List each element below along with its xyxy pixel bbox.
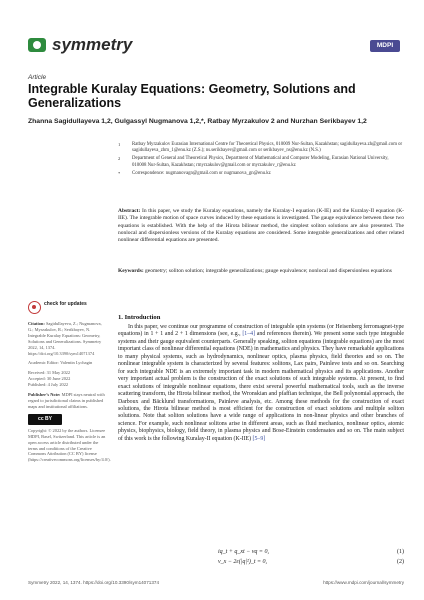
equation-number: (2) bbox=[397, 558, 404, 565]
cc-by-license-icon[interactable]: cc BY bbox=[28, 414, 62, 425]
intro-text: and references therein). We present some such type integrable systems and their gauge equivalent counterparts. Generally speaking, soliton equations (integrable equations) are the most important class of nonlinear differential equations (NDE) in mathematics and physics. They have remarkable applications to many physical systems, such as hydrodynamics, nonlinear optics, plasma physics, field theories and so on. The nonlinear integrable system is characterized by several features: solitons, Lax pairs, Painleve tests and so on. Searching for such integrable NDE is an extremely important task in modern mathematical physics and its applications. Another very important actual problem is the construction of the exact solutions of such integrable systems. At present, to find exact solutions of integrable nonlinear equations, there exist several powerful mathematical tools, such as the inverse scattering transform, the Hirota bilinear method, the Wronskian and pfaffian technique, the Bell polynomial approach, the Darboux and Bäcklund transformations, Painleve analysis, etc. Among these methods for the construction of exact solutions, the Hirota bilinear method is most efficient for the construction of exact solutions and multiple soliton solutions. Note that soliton solutions have a wide range of applications in non-linear physics and other branches of science. For example, such nonlinear solitons arise in different areas, such as fluid mechanics, nonlinear optics, atomic physics, biophysics, biology, field theory, in plasma physics and Bose-Einstein condensates and so on. The main subject of this work is the following Kuralay-II equation (K-IIE) bbox=[118, 331, 404, 442]
affiliation-text: Ratbay Myrzakulov Eurasian International Centre for Theoretical Physics, 010009 Nur-Sultan, Kazakhstan; sagidullayeva.zh@gmail.com or sagidullayeva_zhm_1@enu.kz (Z.S.); ns.serikbayev@gmail.com or serikbayev_ns@enu.kz (N.S.) bbox=[132, 142, 403, 154]
equation-number: (1) bbox=[397, 549, 404, 555]
affiliation-text: Department of General and Theoretical Physics, Department of Mathematical and Computer Modeling, Eurasian National University, 010008 Nur-Sultan, Kazakhstan; rmyrzakulov@gmail.com or myrzakulov_r@enu.kz bbox=[132, 156, 389, 168]
footer-journal-url[interactable]: https://www.mdpi.com/journal/symmetry bbox=[323, 580, 404, 585]
citation-text[interactable]: Sagidullayeva, Z.; Nugmanova, G.; Myrzakulov, R.; Serikbayev, N. Integrable Kuralay Equations: Geometry, Solutions and Generalizations. Symmetry 2022, 14, 1374. https://doi.org/10.3390/sym14071374 bbox=[28, 321, 102, 356]
affiliation-mark: * bbox=[118, 170, 121, 176]
affiliation-item bbox=[118, 156, 404, 169]
equation-body: v_x − 2ε(|q|²)_t = 0, bbox=[218, 558, 268, 565]
equations bbox=[118, 548, 404, 567]
publisher-logo[interactable]: MDPI bbox=[370, 40, 400, 52]
published-date: Published: 4 July 2022 bbox=[28, 382, 69, 388]
citation-label: Citation: bbox=[28, 321, 45, 326]
article-title: Integrable Kuralay Equations: Geometry, Solutions and Generalizations bbox=[28, 82, 356, 110]
equation-row bbox=[118, 558, 404, 568]
affiliation-mark: 2 bbox=[118, 156, 121, 162]
page-footer bbox=[28, 580, 404, 588]
abstract-text: In this paper, we study the Kuralay equations, namely the Kuralay-I equation (K-IE) and the Kuralay-II equation (K-IIE). The integrable motion of space curves induced by these equations is investigated. The gauge equivalence between these two equations is established. With the help of the Hirota bilinear method, the simplest soliton solutions are also presented. The nonlocal and dispersionless versions of the Kuralay equations are considered. Some integrable generalizations and other related nonlinear differential equations are presented. bbox=[118, 208, 404, 244]
abstract-label: Abstract: bbox=[118, 208, 141, 214]
page-header bbox=[28, 34, 400, 58]
accepted-date: Accepted: 30 June 2022 bbox=[28, 376, 71, 382]
affiliation-item bbox=[118, 171, 404, 177]
keywords-text: geometry; soliton solution; integrable generalizations; gauge equivalence; nonlocal and dispersionless equations bbox=[145, 268, 392, 274]
affiliation-item bbox=[118, 142, 404, 155]
article-sidebar bbox=[28, 300, 111, 467]
received-date: Received: 31 May 2022 bbox=[28, 370, 71, 376]
abstract bbox=[118, 208, 404, 244]
citation-block bbox=[28, 321, 108, 356]
footer-citation[interactable]: Symmetry 2022, 14, 1374. https://doi.org/10.3390/sym14071374 bbox=[28, 580, 160, 585]
introduction-paragraph bbox=[118, 324, 404, 443]
author-list[interactable]: Zhanna Sagidullayeva 1,2, Gulgassyl Nugmanova 1,2,*, Ratbay Myrzakulov 2 and Nurzhan Serikbayev 1,2 bbox=[28, 118, 367, 125]
citation-link[interactable]: [1–4] bbox=[242, 331, 256, 338]
copyright-text: Copyright: © 2022 by the authors. Licensee MDPI, Basel, Switzerland. This article is an open access article distributed under the terms and conditions of the Creative Commons Attribution (CC BY) license (https://creativecommons.org/licenses/by/4.0/). bbox=[28, 427, 111, 463]
publisher-note-text: MDPI stays neutral with regard to jurisdictional claims in published maps and institutional affiliations. bbox=[28, 392, 105, 409]
publisher-note-label: Publisher’s Note: bbox=[28, 392, 61, 398]
keywords bbox=[118, 268, 404, 275]
citation-link[interactable]: [5–9] bbox=[252, 435, 266, 442]
correspondence-text[interactable]: Correspondence: nugmanovagn@gmail.com or nugmanova_gn@enu.kz bbox=[132, 170, 271, 176]
journal-name[interactable]: symmetry bbox=[52, 35, 133, 54]
editor-block bbox=[28, 360, 108, 366]
affiliation-mark: 1 bbox=[118, 142, 121, 147]
dates-block bbox=[28, 370, 108, 388]
editor-label: Academic Editor: bbox=[28, 360, 60, 366]
copyright-block bbox=[28, 427, 111, 463]
keywords-label: Keywords: bbox=[118, 268, 144, 274]
section-heading-introduction: 1. Introduction bbox=[118, 314, 161, 321]
editor-name: Valentin Lychagin bbox=[60, 360, 93, 366]
check-updates-icon bbox=[28, 301, 41, 314]
intro-text: In this paper, we continue our programme of construction of integrable spin systems (or Heisenberg ferromagnet-type equations) in 1 + 1 and 2 + 1 dimensions (see, e.g., bbox=[118, 324, 404, 338]
check-updates-label: check for updates bbox=[44, 301, 87, 307]
article-type: Article bbox=[28, 74, 47, 81]
affiliations bbox=[118, 142, 404, 179]
equation-body: iq_t + q_xt − vq = 0, bbox=[218, 549, 269, 555]
equation-row bbox=[118, 548, 404, 558]
publisher-note-block bbox=[28, 392, 108, 410]
check-for-updates-badge[interactable] bbox=[28, 300, 108, 316]
journal-logo-icon bbox=[28, 38, 46, 52]
